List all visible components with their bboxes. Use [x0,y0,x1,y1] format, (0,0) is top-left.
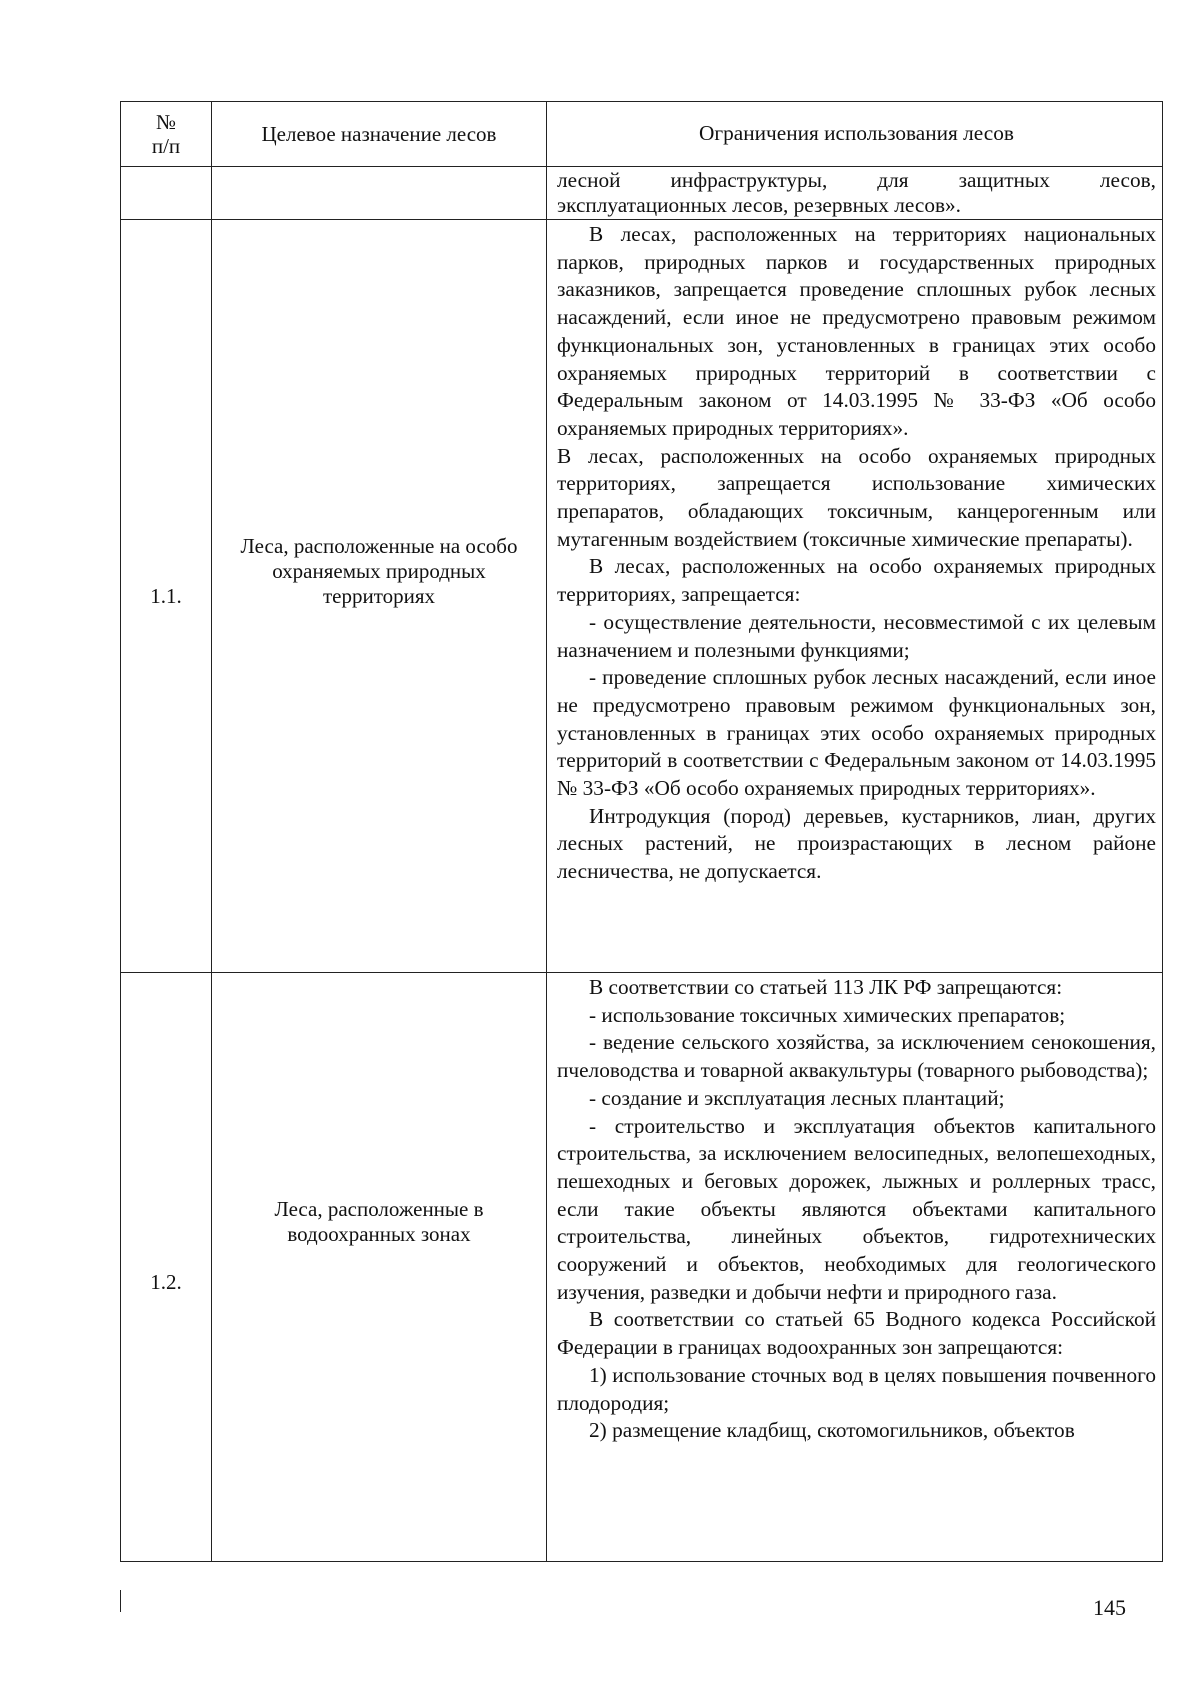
restriction-paragraph: - проведение сплошных рубок лесных насаждений, если иное не предусмотрено правовым режимом функциональных зон, установленных в границах этих особо охраняемых природных территорий в соответствии с Федеральным законом от 14.03.1995 № 33-ФЗ «Об особо охраняемых природных территориях». [557,665,1156,801]
restriction-paragraph: Интродукция (пород) деревьев, кустарников, лиан, других лесных растений, не произрастающих в лесном районе лесничества, не допускается. [557,803,1156,884]
restriction-paragraph: 1) использование сточных вод в целях повышения почвенного плодородия; [557,1362,1156,1415]
header-number-abbr: п/п [151,134,181,158]
row-purpose-cell [212,973,547,1561]
row-number-cell [121,973,212,1561]
row-purpose: Леса, расположенные в водоохранных зонах [274,1197,484,1246]
row-restrictions-cell [547,973,1162,1561]
continuation-restrictions-cell [547,167,1162,219]
restriction-paragraph: В соответствии со статьей 113 ЛК РФ запрещаются: [589,975,1063,999]
row-number: 1.2. [150,1269,182,1294]
row-number: 1.1. [150,583,182,608]
continuation-line-2: эксплуатационных лесов, резервных лесов». [557,193,962,217]
table-row-1-1 [120,219,1163,972]
header-restrictions-label: Ограничения использования лесов [699,121,1014,146]
restrictions-table [120,101,1163,1562]
continuation-purpose-cell [212,167,547,219]
page-number: 145 [1093,1595,1126,1620]
table-row-1-2 [120,972,1163,1562]
header-restrictions-cell [547,102,1162,166]
restriction-paragraph: - осуществление деятельности, несовместимой с их целевым назначением и полезными функциями; [557,609,1156,662]
table-left-border-tail [120,1590,121,1612]
table-row-continuation [120,166,1163,219]
restriction-paragraph: 2) размещение кладбищ, скотомогильников, объектов [589,1418,1075,1443]
row-purpose-cell [212,220,547,972]
header-number-cell [121,102,212,166]
restriction-paragraph: В лесах, расположенных на территориях национальных парков, природных парков и государственных природных заказников, запрещается проведение сплошных рубок лесных насаждений, если иное не предусмотрено правовым режимом функциональных зон, установленных в границах этих особо охраняемых природных территорий в соответствии с Федеральным законом от 14.03.1995 № 33-ФЗ «Об особо охраняемых природных территориях». [557,222,1156,440]
header-number-symbol: № [155,110,177,134]
restriction-paragraph: - ведение сельского хозяйства, за исключением сенокошения, пчеловодства и товарной аквакультуры (товарного рыбоводства); [557,1030,1156,1083]
row-restrictions-cell [547,220,1162,972]
continuation-line-1: лесной инфраструктуры, для защитных лесов, [557,168,1156,192]
row-number-cell [121,220,212,972]
restriction-paragraph: - создание и эксплуатация лесных плантаций; [589,1085,1005,1110]
restriction-paragraph: - использование токсичных химических препаратов; [589,1002,1066,1027]
restriction-paragraph: В лесах, расположенных на особо охраняемых природных территориях, запрещается использование химических препаратов, обладающих токсичным, канцерогенным или мутагенным воздействием (токсичные химические препараты). [557,443,1156,551]
continuation-number-cell [121,167,212,219]
row-purpose: Леса, расположенные на особо охраняемых природных территориях [240,533,518,608]
restriction-paragraph: В лесах, расположенных на особо охраняемых природных территориях, запрещается: [557,554,1156,607]
table-header-row [120,101,1163,166]
header-purpose-cell [212,102,547,166]
restriction-paragraph: В соответствии со статьей 65 Водного кодекса Российской Федерации в границах водоохранных зон запрещаются: [557,1307,1156,1360]
restriction-paragraph: - строительство и эксплуатация объектов капитального строительства, за исключением велосипедных, велопешеходных, пешеходных и беговых дорожек, лыжных и роллерных трасс, если такие объекты являются объектами капитального строительства, линейных объектов, гидротехнических сооружений и объектов, необходимых для геологического изучения, разведки и добычи нефти и природного газа. [557,1113,1156,1304]
header-purpose-label: Целевое назначение лесов [261,121,497,146]
